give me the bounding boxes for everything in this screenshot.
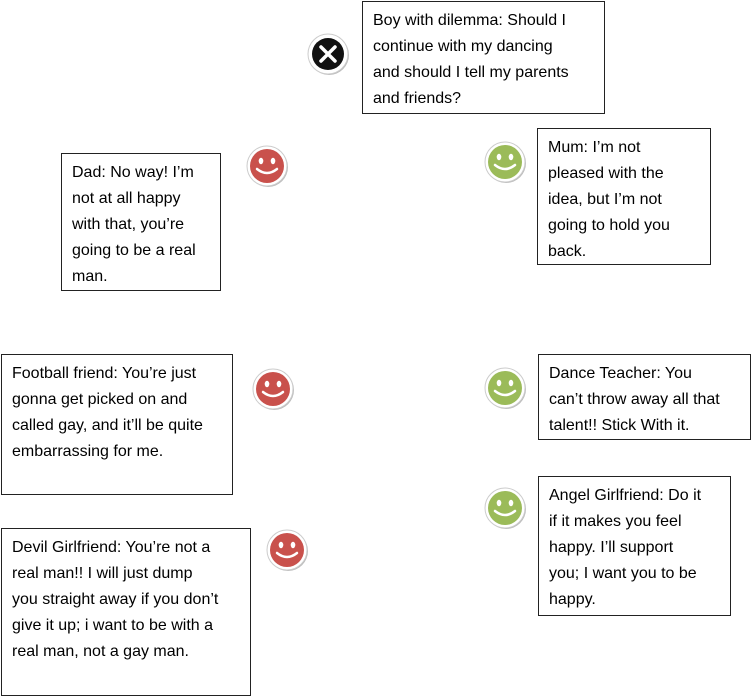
- football-friend-red-smiley-icon: [251, 367, 295, 411]
- angel-girlfriend-green-smiley-icon: [483, 486, 527, 530]
- angel-girlfriend-box: Angel Girlfriend: Do it if it makes you feel happy. I’ll support you; I want you to be happy.: [538, 476, 731, 616]
- mum-box: Mum: I’m not pleased with the idea, but I’m not going to hold you back.: [537, 128, 711, 265]
- mum-green-smiley-icon: [483, 140, 527, 184]
- dilemma-x-icon: [306, 32, 350, 76]
- football-friend-box: Football friend: You’re just gonna get picked on and called gay, and it’ll be quite embarrassing for me.: [1, 354, 233, 495]
- devil-girlfriend-red-smiley-icon: [265, 528, 309, 572]
- dad-red-smiley-icon: [245, 144, 289, 188]
- devil-girlfriend-box: Devil Girlfriend: You’re not a real man!! I will just dump you straight away if you don’t give it up; i want to be with a real man, not a gay man.: [1, 528, 251, 696]
- dance-teacher-green-smiley-icon: [483, 366, 527, 410]
- dance-teacher-box: Dance Teacher: You can’t throw away all that talent!! Stick With it.: [538, 354, 751, 440]
- dilemma-box: Boy with dilemma: Should I continue with my dancing and should I tell my parents and friends?: [362, 1, 605, 114]
- dad-box: Dad: No way! I’m not at all happy with that, you’re going to be a real man.: [61, 153, 221, 291]
